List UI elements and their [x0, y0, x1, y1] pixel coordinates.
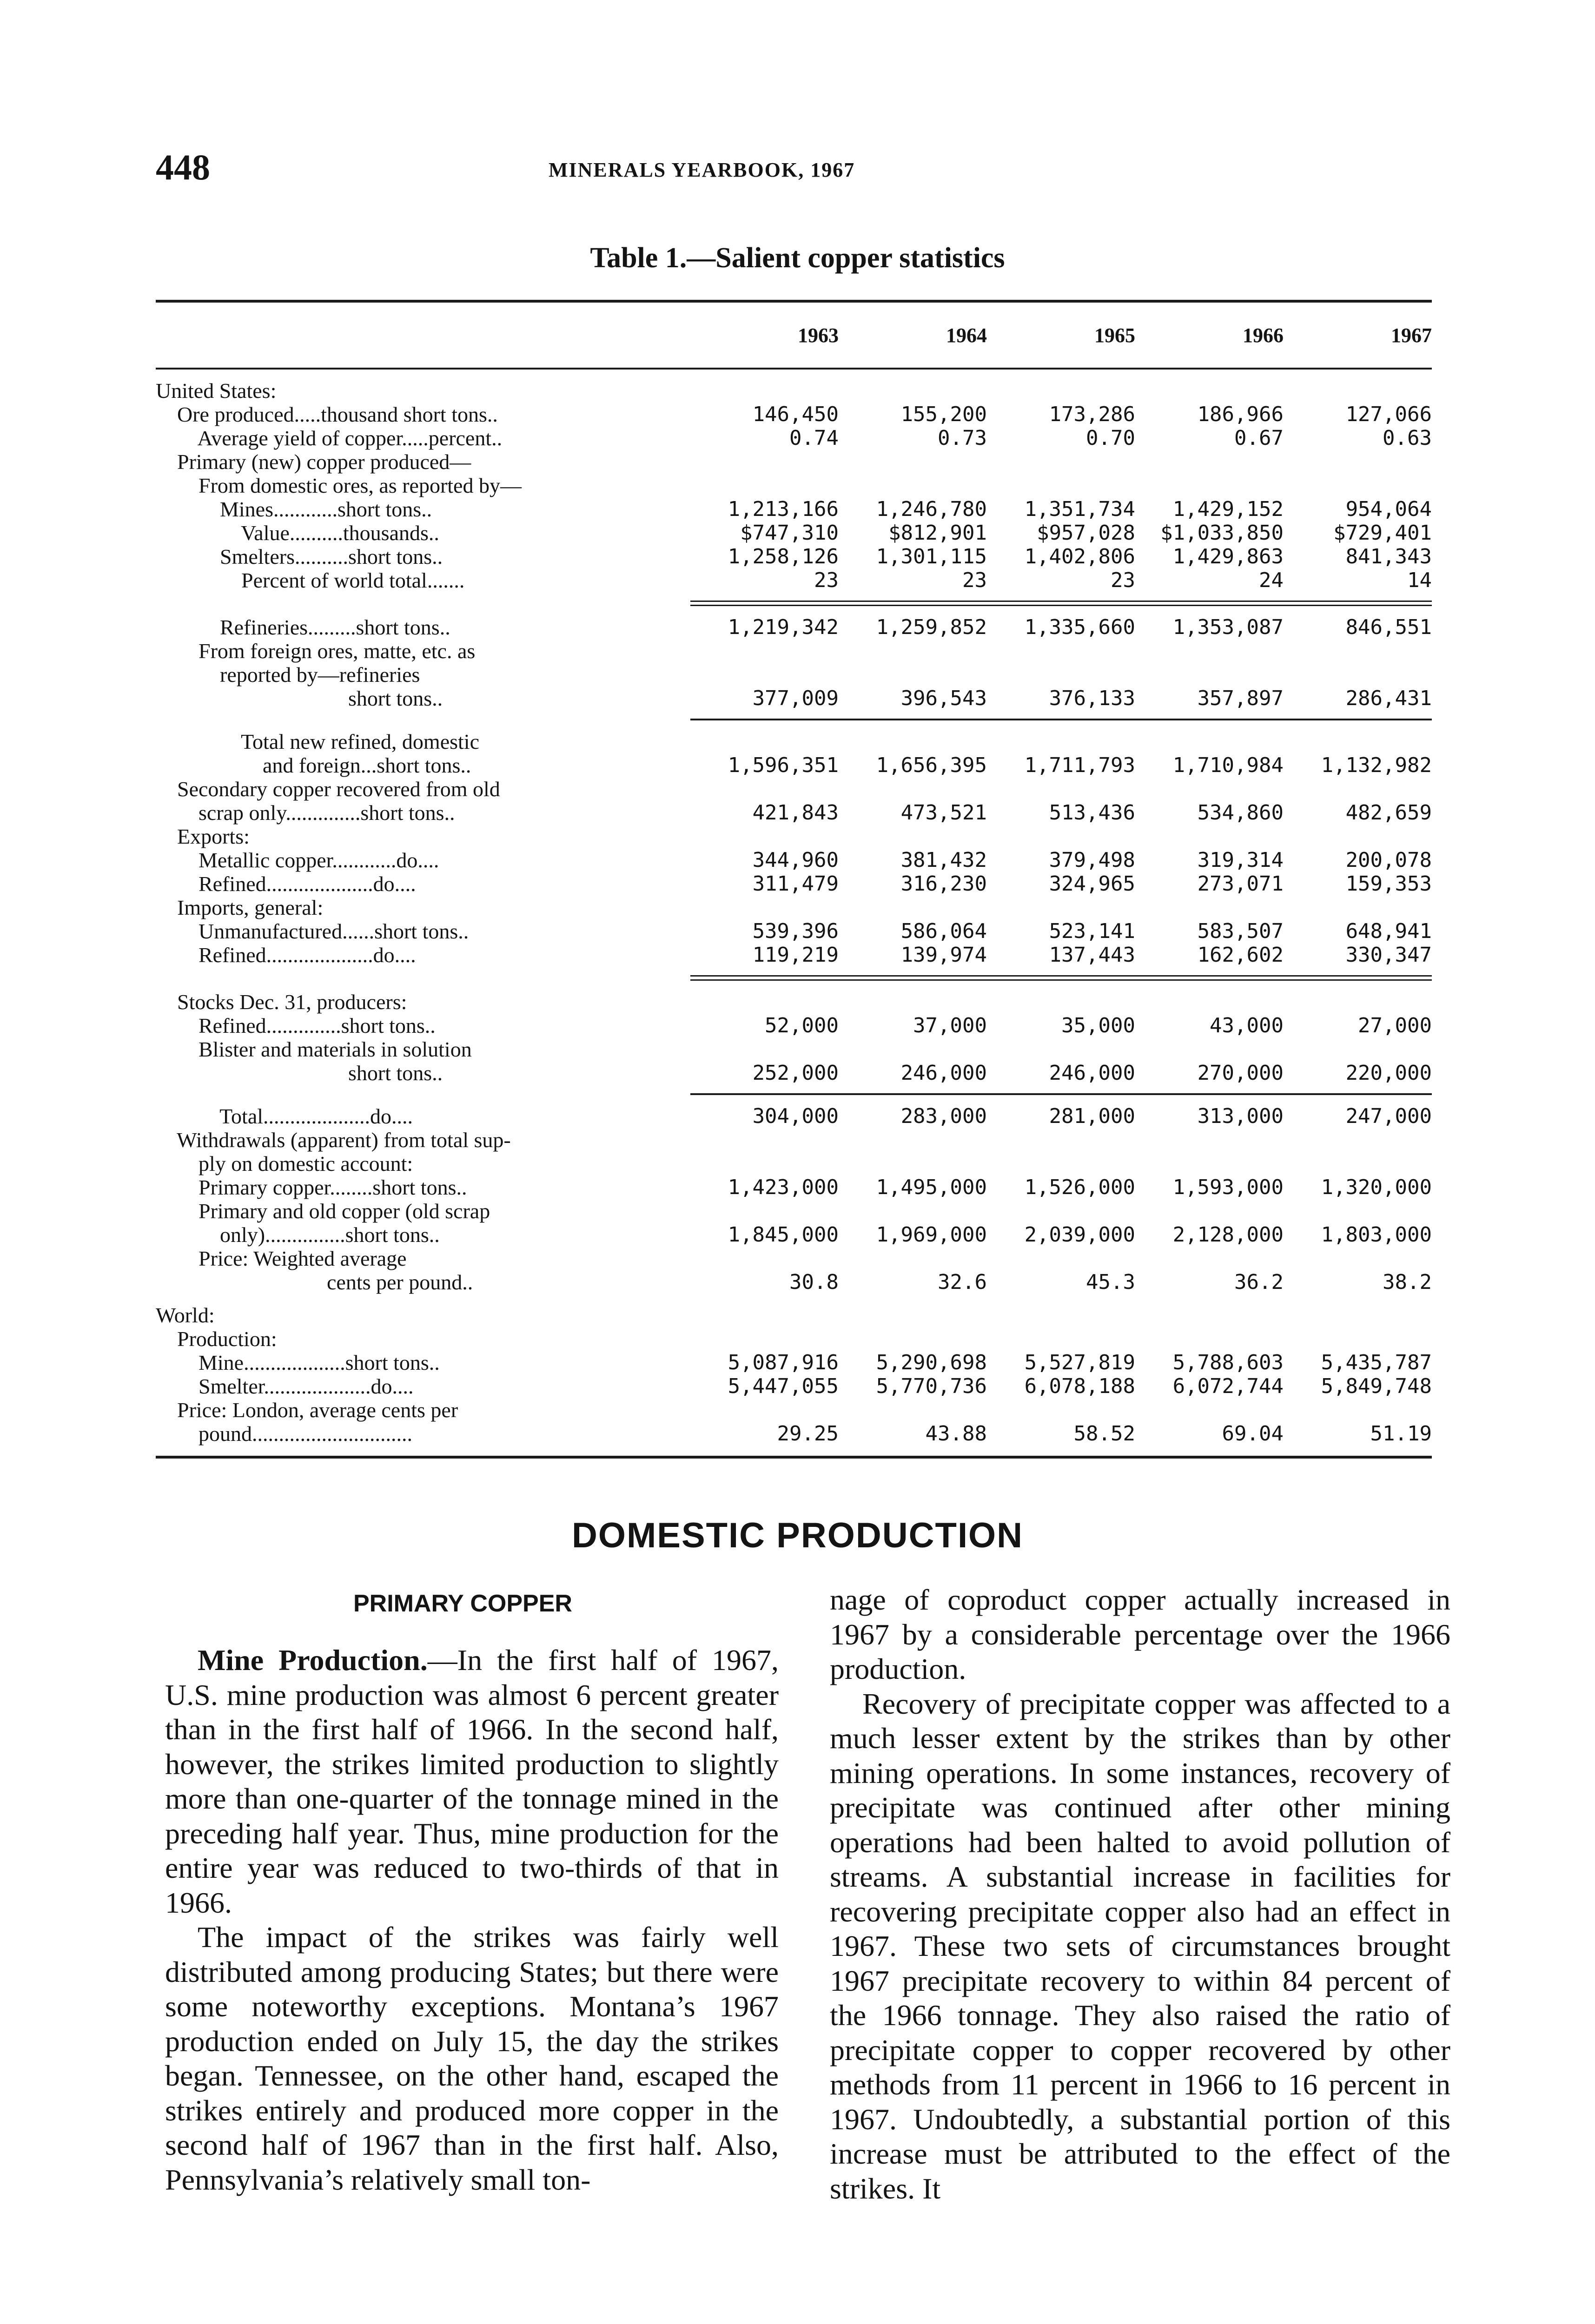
table-row	[156, 379, 1432, 403]
paragraph	[165, 1643, 779, 1920]
table-bottom-rule	[156, 1456, 1432, 1459]
table-cell: 1,526,000	[1024, 1175, 1135, 1199]
table-row	[156, 1199, 1432, 1223]
table-cell: 381,432	[900, 848, 987, 872]
table-cell: 52,000	[765, 1014, 839, 1037]
table-row	[156, 825, 1432, 848]
row-label: ply on domestic account:	[156, 1152, 413, 1175]
table-row	[156, 1374, 1432, 1398]
table-cell: 316,230	[900, 872, 987, 896]
table-cell: 24	[1259, 568, 1284, 592]
table-cell: 954,064	[1345, 497, 1432, 521]
paragraph: Recovery of precipitate copper was affected to a much lesser extent by the strikes than by other mining operations. In some instances, recovery of precipitate was continued after other mining operations had been halted to avoid pollution of streams. A substantial increase in facilities for recovering precipitate copper also had an effect in 1967. These two sets of circumstances brought 1967 precipitate recovery to within 84 percent of the 1966 tonnage. They also raised the ratio of precipitate copper to copper recovered by other methods from 11 percent in 1966 to 16 percent in 1967. Undoubtedly, a substantial portion of this increase must be attributed to the effect of the strikes. It	[830, 1687, 1450, 2205]
table-row	[156, 730, 1432, 753]
table-cell: 273,071	[1197, 872, 1284, 896]
table-cell: 421,843	[752, 801, 839, 825]
row-label: Percent of world total.......	[156, 568, 465, 592]
table-row	[156, 615, 1432, 639]
table-cell: 357,897	[1197, 687, 1284, 710]
table-cell: 58.52	[1073, 1422, 1135, 1446]
row-label: short tons..	[156, 687, 443, 710]
table-cell: 43.88	[925, 1422, 987, 1446]
table-cell: 1,423,000	[728, 1175, 839, 1199]
table-cell: 5,290,698	[876, 1351, 987, 1374]
table-cell: 5,770,736	[876, 1374, 987, 1398]
table-cell: 5,435,787	[1321, 1351, 1432, 1374]
table-cell: 1,259,852	[876, 615, 987, 639]
text-column-right	[830, 1583, 1450, 2206]
row-label: and foreign...short tons..	[156, 753, 471, 777]
row-label: United States:	[156, 379, 277, 403]
year-header: 1964	[946, 324, 987, 347]
table-row	[156, 1398, 1432, 1422]
table-body	[156, 379, 1432, 1446]
table-cell: 1,402,806	[1024, 545, 1135, 568]
row-label: reported by—refineries	[156, 663, 420, 687]
table-row	[156, 1128, 1432, 1152]
table-cell: 51.19	[1370, 1422, 1432, 1446]
table-row	[156, 1061, 1432, 1085]
table-cell: 473,521	[900, 801, 987, 825]
paragraph: nage of coproduct copper actually increased in 1967 by a considerable percentage over the 1966 production.	[830, 1583, 1450, 1685]
table-cell: 36.2	[1234, 1270, 1284, 1294]
table-cell: 6,072,744	[1172, 1374, 1284, 1398]
table-row	[156, 1303, 1432, 1327]
table-cell: 0.73	[938, 426, 987, 450]
page-number: 448	[156, 147, 210, 187]
table-cell: 5,849,748	[1321, 1374, 1432, 1398]
table-cell: 246,000	[900, 1061, 987, 1085]
table-cell: 1,335,660	[1024, 615, 1135, 639]
table-cell: 1,710,984	[1172, 753, 1284, 777]
row-label: From domestic ores, as reported by—	[156, 474, 522, 497]
table-cell: 186,966	[1197, 403, 1284, 426]
row-label: Total....................do....	[156, 1104, 413, 1128]
table-cell: 1,711,793	[1024, 753, 1135, 777]
table-row	[156, 663, 1432, 687]
row-label: pound..............................	[156, 1422, 412, 1446]
row-label: short tons..	[156, 1061, 443, 1085]
table-cell: 376,133	[1049, 687, 1135, 710]
table-cell: 1,656,395	[876, 753, 987, 777]
table-cell: 1,353,087	[1172, 615, 1284, 639]
table-row	[156, 568, 1432, 592]
table-cell: 1,495,000	[876, 1175, 987, 1199]
table-row	[156, 497, 1432, 521]
table-cell: 5,447,055	[728, 1374, 839, 1398]
table-cell: 377,009	[752, 687, 839, 710]
table-row	[156, 1037, 1432, 1061]
row-label: Imports, general:	[156, 896, 324, 919]
table-cell: $747,310	[740, 521, 839, 545]
table-cell: 1,301,115	[876, 545, 987, 568]
table-cell: 247,000	[1345, 1104, 1432, 1128]
row-label: Metallic copper............do....	[156, 848, 439, 872]
table-row	[156, 896, 1432, 919]
row-label: Secondary copper recovered from old	[156, 777, 500, 801]
table-cell: 648,941	[1345, 919, 1432, 943]
year-header: 1966	[1243, 324, 1284, 347]
table-cell: 0.63	[1383, 426, 1432, 450]
salient-statistics-table	[156, 300, 1432, 1459]
table-cell: 523,141	[1049, 919, 1135, 943]
table-cell: 29.25	[777, 1422, 839, 1446]
table-cell: 173,286	[1049, 403, 1135, 426]
table-row	[156, 943, 1432, 967]
table-cell: 6,078,188	[1024, 1374, 1135, 1398]
table-divider	[690, 719, 1432, 720]
table-cell: 252,000	[752, 1061, 839, 1085]
table-cell: 220,000	[1345, 1061, 1432, 1085]
table-cell: 23	[1111, 568, 1135, 592]
table-cell: $812,901	[888, 521, 987, 545]
table-cell: 5,788,603	[1172, 1351, 1284, 1374]
table-cell: 23	[962, 568, 987, 592]
table-cell: 586,064	[900, 919, 987, 943]
header-rule	[156, 368, 1432, 370]
table-cell: $729,401	[1333, 521, 1432, 545]
table-cell: 246,000	[1049, 1061, 1135, 1085]
table-cell: 344,960	[752, 848, 839, 872]
table-divider	[690, 601, 1432, 606]
table-cell: 283,000	[900, 1104, 987, 1128]
row-label: Blister and materials in solution	[156, 1037, 472, 1061]
table-cell: 45.3	[1086, 1270, 1135, 1294]
row-label: Price: Weighted average	[156, 1247, 407, 1270]
row-label: Unmanufactured......short tons..	[156, 919, 469, 943]
table-cell: 0.74	[789, 426, 839, 450]
table-cell: 841,343	[1345, 545, 1432, 568]
table-row	[156, 1175, 1432, 1199]
table-cell: 137,443	[1049, 943, 1135, 967]
table-cell: 482,659	[1345, 801, 1432, 825]
table-cell: 35,000	[1061, 1014, 1135, 1037]
table-row	[156, 474, 1432, 497]
table-cell: 324,965	[1049, 872, 1135, 896]
table-cell: 270,000	[1197, 1061, 1284, 1085]
table-row	[156, 687, 1432, 710]
row-label: Smelter....................do....	[156, 1374, 414, 1398]
table-row	[156, 1014, 1432, 1037]
table-row	[156, 403, 1432, 426]
row-label: only)...............short tons..	[156, 1223, 440, 1247]
table-row	[156, 1422, 1432, 1446]
table-cell: 1,593,000	[1172, 1175, 1284, 1199]
table-cell: 0.67	[1234, 426, 1284, 450]
running-title: MINERALS YEARBOOK, 1967	[549, 158, 855, 181]
table-cell: 5,527,819	[1024, 1351, 1135, 1374]
table-cell: 38.2	[1383, 1270, 1432, 1294]
table-row	[156, 990, 1432, 1014]
table-row	[156, 426, 1432, 450]
section-title: DOMESTIC PRODUCTION	[571, 1516, 1024, 1555]
year-header: 1965	[1094, 324, 1135, 347]
row-label: cents per pound..	[156, 1270, 473, 1294]
row-label: Refined....................do....	[156, 943, 416, 967]
table-cell: 1,845,000	[728, 1223, 839, 1247]
table-cell: 313,000	[1197, 1104, 1284, 1128]
row-label: Mine...................short tons..	[156, 1351, 440, 1374]
table-cell: 1,246,780	[876, 497, 987, 521]
table-cell: 32.6	[938, 1270, 987, 1294]
table-cell: 1,219,342	[728, 615, 839, 639]
table-cell: 30.8	[789, 1270, 839, 1294]
table-cell: 846,551	[1345, 615, 1432, 639]
table-cell: 159,353	[1345, 872, 1432, 896]
table-cell: 281,000	[1049, 1104, 1135, 1128]
table-cell: 146,450	[752, 403, 839, 426]
table-row	[156, 1270, 1432, 1294]
table-cell: 0.70	[1086, 426, 1135, 450]
row-label: Average yield of copper.....percent..	[156, 426, 503, 450]
table-cell: 1,213,166	[728, 497, 839, 521]
table-row	[156, 521, 1432, 545]
row-label: Stocks Dec. 31, producers:	[156, 990, 407, 1014]
table-row	[156, 545, 1432, 568]
table-divider	[690, 975, 1432, 981]
table-cell: 330,347	[1345, 943, 1432, 967]
table-row	[156, 1152, 1432, 1175]
year-header: 1963	[798, 324, 839, 347]
table-row	[156, 848, 1432, 872]
table-cell: 127,066	[1345, 403, 1432, 426]
table-row	[156, 450, 1432, 474]
table-title: Table 1.—Salient copper statistics	[590, 242, 1005, 274]
table-cell: 139,974	[900, 943, 987, 967]
table-cell: 534,860	[1197, 801, 1284, 825]
table-cell: 311,479	[752, 872, 839, 896]
table-cell: 1,320,000	[1321, 1175, 1432, 1199]
table-header-row	[156, 303, 1432, 368]
table-cell: 119,219	[752, 943, 839, 967]
row-label: Refineries.........short tons..	[156, 615, 450, 639]
table-cell: 396,543	[900, 687, 987, 710]
row-label: Price: London, average cents per	[156, 1398, 458, 1422]
table-row	[156, 753, 1432, 777]
table-cell: 37,000	[913, 1014, 987, 1037]
table-cell: 319,314	[1197, 848, 1284, 872]
table-cell: 1,258,126	[728, 545, 839, 568]
table-row	[156, 872, 1432, 896]
row-label: Mines............short tons..	[156, 497, 432, 521]
table-cell: 43,000	[1210, 1014, 1284, 1037]
table-cell: 5,087,916	[728, 1351, 839, 1374]
row-label: From foreign ores, matte, etc. as	[156, 639, 476, 663]
table-cell: 1,969,000	[876, 1223, 987, 1247]
text-column-left	[165, 1643, 779, 2197]
table-cell: 1,429,152	[1172, 497, 1284, 521]
table-row	[156, 1351, 1432, 1374]
table-cell: 162,602	[1197, 943, 1284, 967]
table-cell: $1,033,850	[1160, 521, 1284, 545]
row-label: Primary and old copper (old scrap	[156, 1199, 490, 1223]
table-row	[156, 1223, 1432, 1247]
row-label: Exports:	[156, 825, 250, 848]
row-label: World:	[156, 1303, 215, 1327]
row-label: Withdrawals (apparent) from total sup-	[156, 1128, 511, 1152]
row-label: Smelters..........short tons..	[156, 545, 443, 568]
row-label: Refined....................do....	[156, 872, 416, 896]
table-row	[156, 777, 1432, 801]
table-row	[156, 1327, 1432, 1351]
table-cell: 1,429,863	[1172, 545, 1284, 568]
subsection-title: PRIMARY COPPER	[353, 1590, 572, 1617]
table-cell: 539,396	[752, 919, 839, 943]
table-cell: 155,200	[900, 403, 987, 426]
table-cell: 1,132,982	[1321, 753, 1432, 777]
year-header: 1967	[1391, 324, 1432, 347]
row-label: Value..........thousands..	[156, 521, 439, 545]
row-label: Production:	[156, 1327, 277, 1351]
table-cell: 1,351,734	[1024, 497, 1135, 521]
table-cell: 27,000	[1358, 1014, 1432, 1037]
table-row	[156, 1247, 1432, 1270]
table-row	[156, 801, 1432, 825]
table-cell: 513,436	[1049, 801, 1135, 825]
row-label: scrap only..............short tons..	[156, 801, 455, 825]
row-label: Primary (new) copper produced—	[156, 450, 471, 474]
table-cell: 14	[1407, 568, 1432, 592]
table-divider	[690, 1093, 1432, 1095]
row-label: Primary copper........short tons..	[156, 1175, 467, 1199]
paragraph-lead: Mine Production.	[198, 1644, 428, 1677]
table-cell: 286,431	[1345, 687, 1432, 710]
table-cell: 379,498	[1049, 848, 1135, 872]
paragraph-text: —In the first half of 1967, U.S. mine production was almost 6 percent greater than in the first half of 1966. In the second half, however, the strikes limited production to slightly more than one-quarter of the tonnage mined in the preceding half year. Thus, mine production for the entire year was reduced to two-thirds of that in 1966.	[165, 1644, 779, 1919]
table-cell: 2,128,000	[1172, 1223, 1284, 1247]
table-cell: $957,028	[1037, 521, 1135, 545]
table-cell: 1,596,351	[728, 753, 839, 777]
table-cell: 200,078	[1345, 848, 1432, 872]
row-label: Ore produced.....thousand short tons..	[156, 403, 498, 426]
table-cell: 304,000	[752, 1104, 839, 1128]
row-label: Total new refined, domestic	[156, 730, 479, 753]
table-cell: 1,803,000	[1321, 1223, 1432, 1247]
table-cell: 2,039,000	[1024, 1223, 1135, 1247]
table-row	[156, 919, 1432, 943]
table-cell: 23	[814, 568, 839, 592]
table-cell: 69.04	[1222, 1422, 1284, 1446]
paragraph: The impact of the strikes was fairly well distributed among producing States; but there were some noteworthy exceptions. Montana’s 1967 production ended on July 15, the day the strikes began. Tennessee, on the other hand, escaped the strikes entirely and produced more copper in the second half of 1967 than in the first half. Also, Pennsylvania’s relatively small ton-	[165, 1921, 779, 2196]
row-label: Refined..............short tons..	[156, 1014, 436, 1037]
table-row	[156, 639, 1432, 663]
table-cell: 583,507	[1197, 919, 1284, 943]
table-row	[156, 1104, 1432, 1128]
